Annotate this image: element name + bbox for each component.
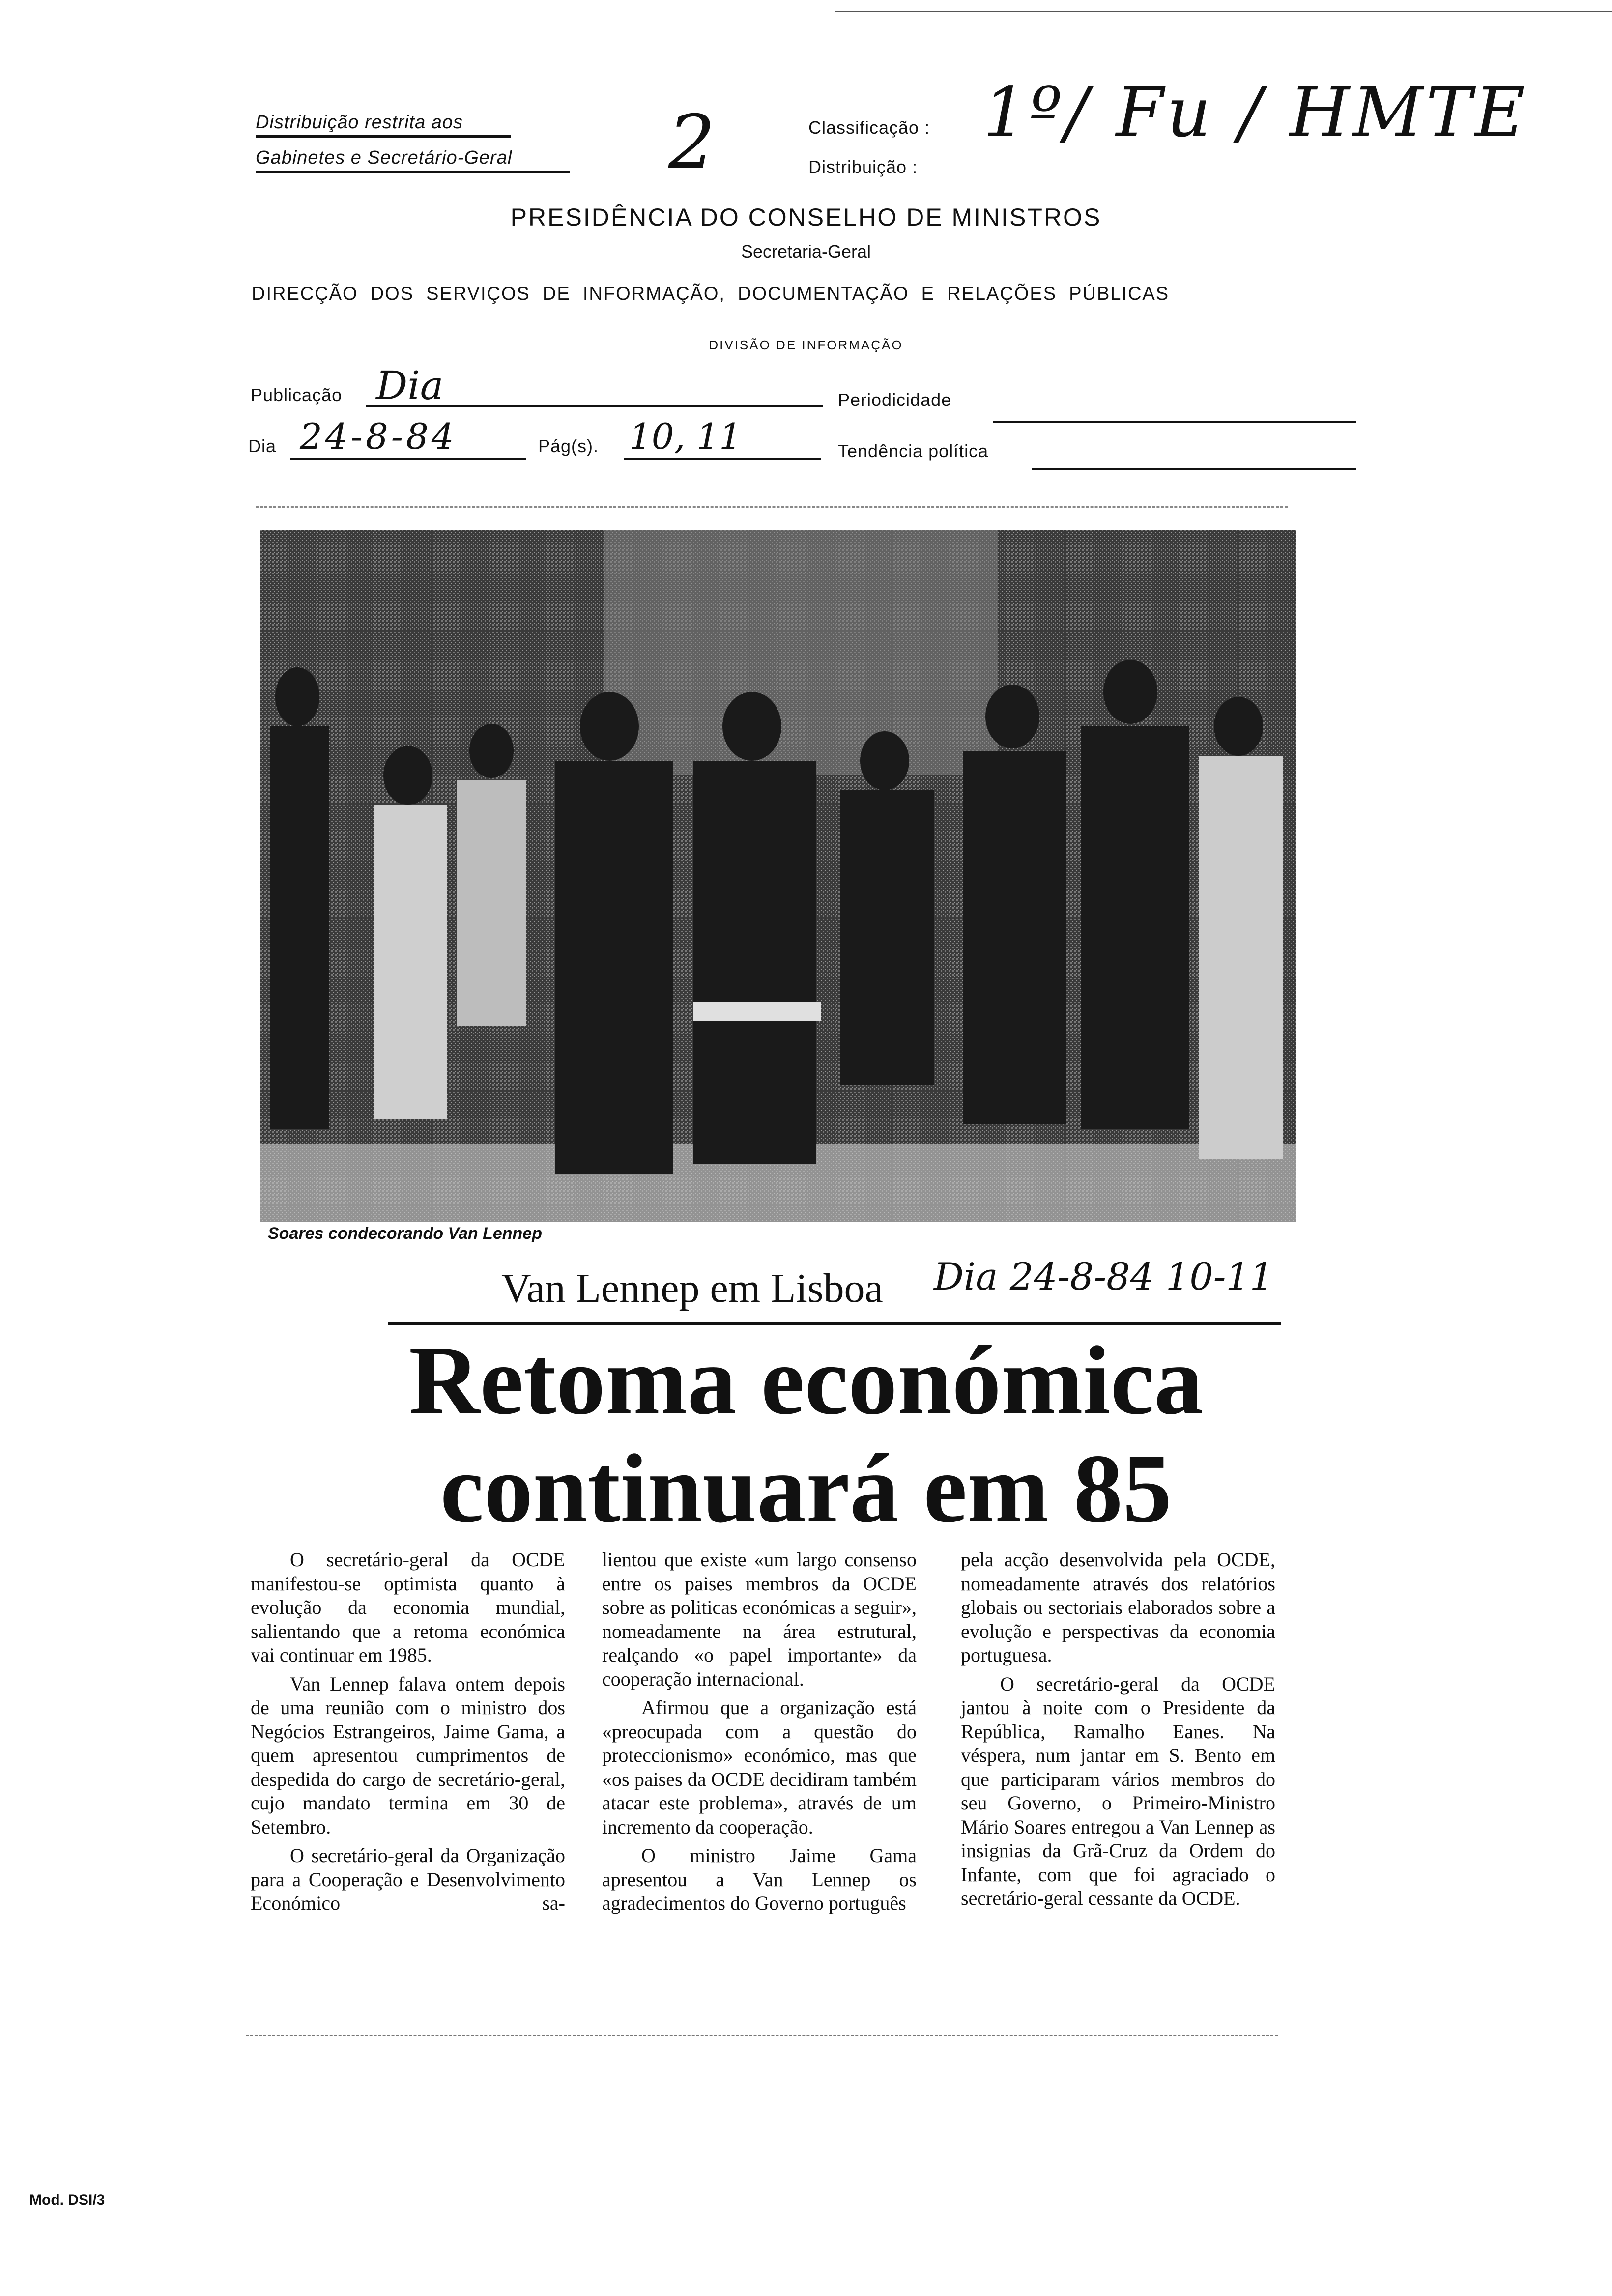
directorate-title: DIRECÇÃO DOS SERVIÇOS DE INFORMAÇÃO, DOCUMENTAÇÃO E RELAÇÕES PÚBLICAS — [252, 284, 1170, 304]
paragraph: O secretário-geral da OCDE jantou à noite com o Presidente da República, Ramalho Eanes. Na véspera, num jantar em S. Bento em que participaram vários membros do seu Governo, o Primeiro-Ministro Mário Soares entregou a Van Lennep as insignias da Grã-Cruz da Ordem do Infante, com que foi agraciado o secretário-geral cessante da OCDE. — [961, 1672, 1275, 1909]
pages-label: Pág(s). — [538, 436, 599, 456]
headline-line2: continuará em 85 — [440, 1435, 1172, 1543]
article-column-3 — [961, 1548, 1275, 1916]
clipping-top-dashes — [256, 506, 1288, 508]
classification-label: Classificação : — [808, 117, 930, 138]
headline-rule — [388, 1322, 1281, 1325]
news-photo — [260, 530, 1296, 1222]
distribution-label: Distribuição : — [808, 157, 918, 177]
article-column-1 — [251, 1548, 565, 1921]
paragraph: O ministro Jaime Gama apresentou a Van Lennep os agradecimentos do Governo português — [602, 1844, 917, 1914]
paragraph: Van Lennep falava ontem depois de uma reunião com o ministro dos Negócios Estrangeiros, Jaime Gama, a quem apresentou cumprimentos de despedida do cargo de secretário-geral, cujo mandato termina em 30 de Setembro. — [251, 1672, 565, 1838]
paragraph: O secretário-geral da OCDE manifestou-se optimista quanto à evolução da economia mundial, salientando que a retoma económica vai continuar em 1985. — [251, 1549, 565, 1666]
periodicity-label: Periodicidade — [838, 390, 952, 410]
medal-case — [693, 1002, 821, 1021]
handwritten-classification: 1º/ Fu / HMTE — [983, 73, 1528, 153]
form-code: Mod. DSI/3 — [29, 2192, 105, 2208]
distribution-restriction-line1: Distribuição restrita aos — [256, 112, 511, 138]
publication-value: Dia — [376, 363, 444, 408]
photo-scene — [260, 530, 1296, 1222]
org-title: PRESIDÊNCIA DO CONSELHO DE MINISTROS — [510, 203, 1102, 231]
article-column-2 — [602, 1548, 917, 1921]
day-value: 24-8-84 — [300, 416, 457, 457]
headline-line1: Retoma económica — [408, 1326, 1204, 1435]
pages-value: 10, 11 — [629, 416, 742, 457]
photo-caption: Soares condecorando Van Lennep — [268, 1224, 542, 1243]
background-wall — [604, 530, 998, 775]
pages-field — [624, 416, 821, 460]
day-label: Dia — [248, 436, 277, 456]
paragraph: O secretário-geral da Organização para a Cooperação e Desenvolvimento Económico sa- — [251, 1844, 565, 1914]
top-border-rule — [835, 11, 1612, 12]
periodicity-field — [993, 393, 1356, 423]
handwritten-number: 2 — [668, 100, 716, 185]
org-subtitle: Secretaria-Geral — [741, 241, 871, 261]
political-tendency-label: Tendência política — [838, 441, 989, 461]
publication-field — [366, 363, 823, 408]
handwritten-date-note: Dia 24-8-84 10-11 — [934, 1255, 1274, 1298]
paragraph: lientou que existe «um largo consenso entre os paises membros da OCDE sobre as politicas económicas a seguir», nomeadamente na área estrutural, realçando «o papel importante» da cooperação internacional. — [602, 1549, 917, 1690]
distribution-restriction-line2: Gabinetes e Secretário-Geral — [256, 147, 570, 173]
publication-label: Publicação — [251, 385, 343, 405]
clipping-bottom-dashes — [246, 2035, 1278, 2036]
day-field — [290, 416, 526, 460]
paragraph: pela acção desenvolvida pela OCDE, nomeadamente através dos relatórios globais ou sectoriais elaborados sobre a evolução e perspectivas da economia portuguesa. — [961, 1549, 1275, 1666]
political-tendency-field — [1032, 442, 1356, 470]
article-kicker: Van Lennep em Lisboa — [501, 1265, 883, 1311]
paragraph: Afirmou que a organização está «preocupada com a questão do proteccionismo» económico, mas que «os paises da OCDE decidiram também atacar este problema», através de um incremento da cooperação. — [602, 1696, 917, 1838]
division-title: DIVISÃO DE INFORMAÇÃO — [709, 338, 903, 352]
